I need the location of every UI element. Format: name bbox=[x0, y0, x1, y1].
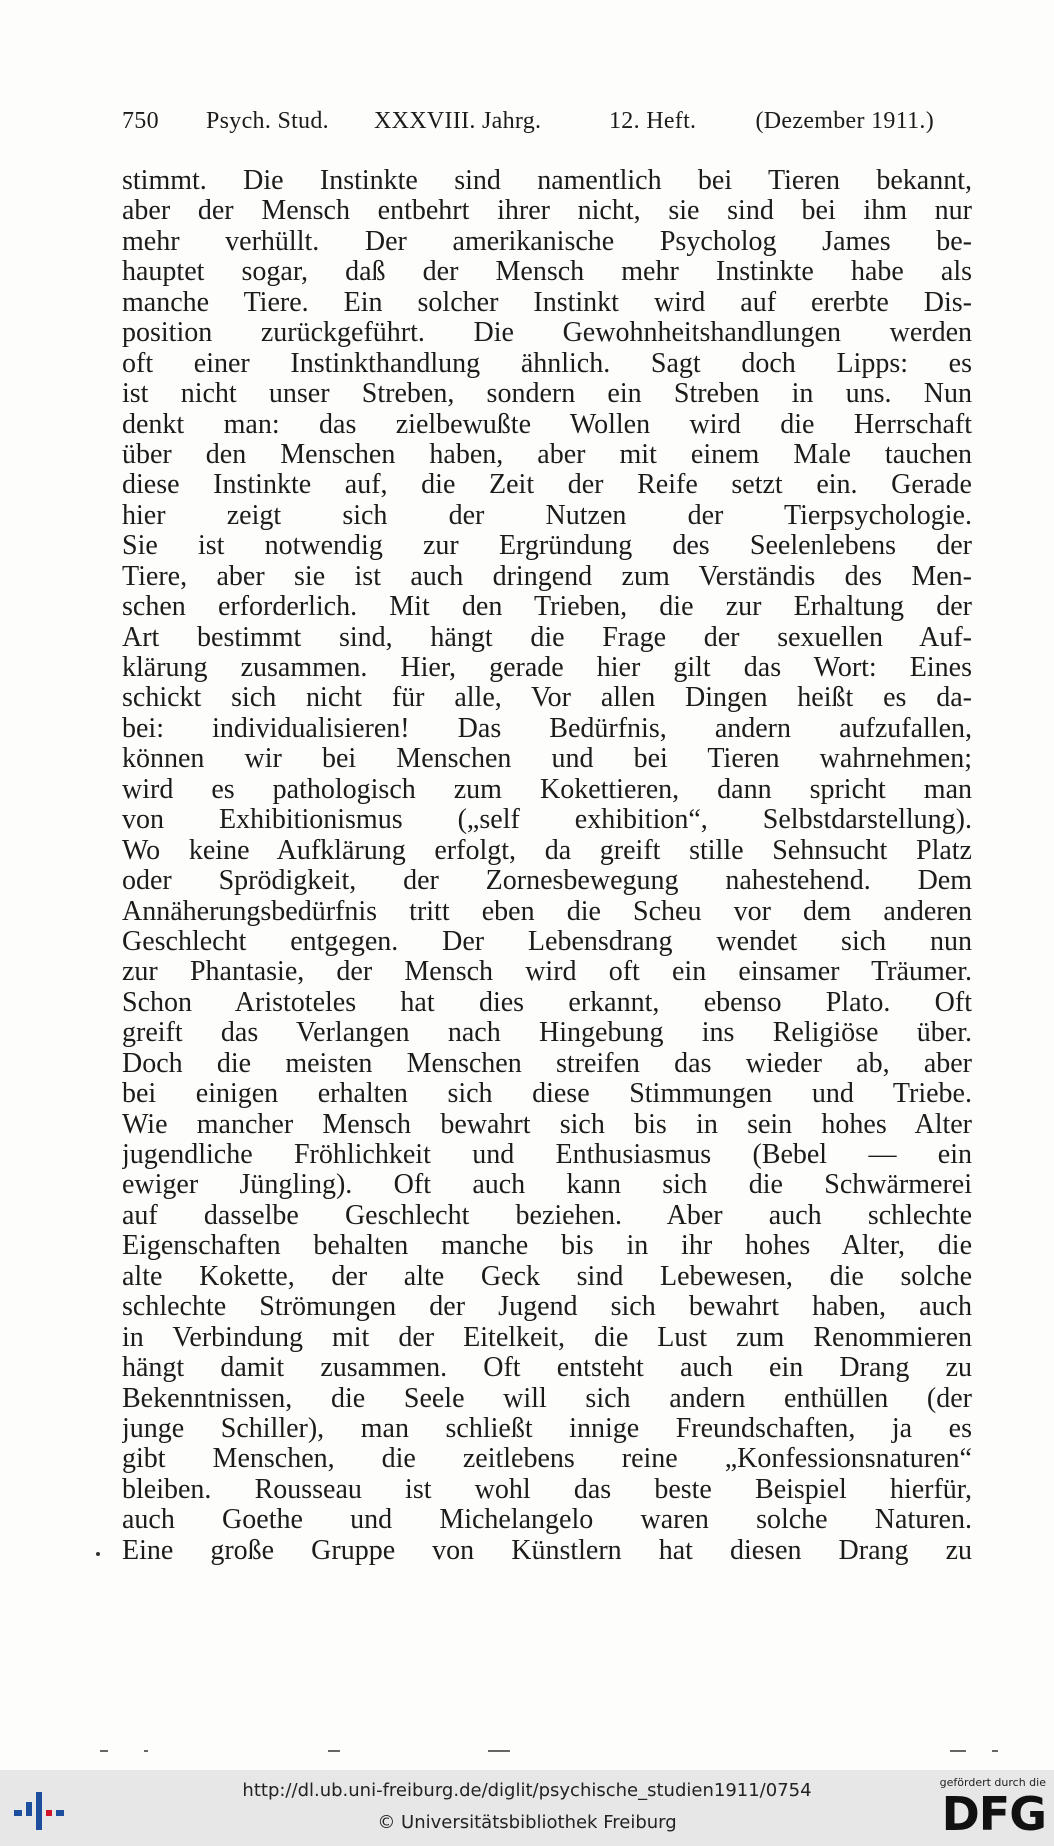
text-line: auf dasselbe Geschlecht beziehen. Aber auch schlechte bbox=[122, 1200, 972, 1231]
text-line: auch Goethe und Michelangelo waren solche Naturen. bbox=[122, 1505, 972, 1536]
text-line: hier zeigt sich der Nutzen der Tierpsychologie. bbox=[122, 500, 972, 531]
text-line: Schon Aristoteles hat dies erkannt, ebenso Plato. Oft bbox=[122, 987, 972, 1018]
text-line: schen erforderlich. Mit den Trieben, die zur Erhaltung der bbox=[122, 592, 972, 623]
text-line: junge Schiller), man schließt innige Freundschaften, ja es bbox=[122, 1413, 972, 1444]
text-line: wird es pathologisch zum Kokettieren, dann spricht man bbox=[122, 774, 972, 805]
text-line: manche Tiere. Ein solcher Instinkt wird auf ererbte Dis- bbox=[122, 287, 972, 318]
text-line: bei: individualisieren! Das Bedürfnis, andern aufzufallen, bbox=[122, 713, 972, 744]
text-line: jugendliche Fröhlichkeit und Enthusiasmus (Bebel — ein bbox=[122, 1140, 972, 1170]
viewer-footer bbox=[0, 1770, 1054, 1846]
text-line: über den Menschen haben, aber mit einem Male tauchen bbox=[122, 439, 972, 470]
text-line: Sie ist notwendig zur Ergründung des Seelenlebens der bbox=[122, 531, 972, 562]
text-line: Doch die meisten Menschen streifen das wieder ab, aber bbox=[122, 1048, 972, 1079]
text-line: in Verbindung mit der Eitelkeit, die Lust zum Renommieren bbox=[122, 1322, 972, 1353]
dfg-logo bbox=[934, 1776, 1046, 1842]
text-line: bleiben. Rousseau ist wohl das beste Beispiel hierfür, bbox=[122, 1474, 972, 1505]
text-line: zur Phantasie, der Mensch wird oft ein einsamer Träumer. bbox=[122, 957, 972, 988]
text-line: diese Instinkte auf, die Zeit der Reife setzt ein. Gerade bbox=[122, 470, 972, 501]
text-line: oder Sprödigkeit, der Zornesbewegung nahestehend. Dem bbox=[122, 866, 972, 897]
text-line: bei einigen erhalten sich diese Stimmungen und Triebe. bbox=[122, 1079, 972, 1110]
text-line: können wir bei Menschen und bei Tieren wahrnehmen; bbox=[122, 744, 972, 775]
text-line: schlechte Strömungen der Jugend sich bewahrt haben, auch bbox=[122, 1292, 972, 1323]
text-line: position zurückgeführt. Die Gewohnheitshandlungen werden bbox=[122, 318, 972, 349]
text-line: klärung zusammen. Hier, gerade hier gilt das Wort: Eines bbox=[122, 653, 972, 683]
text-line: mehr verhüllt. Der amerikanische Psycholog James be- bbox=[122, 226, 972, 257]
funding-caption: gefördert durch die bbox=[939, 1776, 1046, 1789]
copyright-notice: © Universitätsbibliothek Freiburg bbox=[377, 1812, 677, 1833]
text-line: alte Kokette, der alte Geck sind Lebewesen, die solche bbox=[122, 1261, 972, 1292]
permalink-url[interactable]: http://dl.ub.uni-freiburg.de/diglit/psychische_studien1911/0754 bbox=[242, 1780, 812, 1801]
text-line: hauptet sogar, daß der Mensch mehr Instinkte habe als bbox=[122, 257, 972, 288]
text-line: greift das Verlangen nach Hingebung ins Religiöse über. bbox=[122, 1018, 972, 1049]
text-line: gibt Menschen, die zeitlebens reine „Konfessionsnaturen“ bbox=[122, 1444, 972, 1475]
text-line: Geschlecht entgegen. Der Lebensdrang wendet sich nun bbox=[122, 926, 972, 957]
journal-abbreviation: Psych. Stud. bbox=[206, 108, 329, 134]
text-line: Annäherungsbedürfnis tritt eben die Scheu vor dem anderen bbox=[122, 896, 972, 927]
text-line: Eine große Gruppe von Künstlern hat diesen Drang zu bbox=[122, 1535, 972, 1566]
text-line: denkt man: das zielbewußte Wollen wird die Herrschaft bbox=[122, 409, 972, 440]
volume-label: XXXVIII. Jahrg. bbox=[374, 108, 542, 134]
text-line: Tiere, aber sie ist auch dringend zum Verständis des Men- bbox=[122, 561, 972, 592]
issue-date: (Dezember 1911.) bbox=[755, 108, 934, 134]
text-line: oft einer Instinkthandlung ähnlich. Sagt doch Lipps: es bbox=[122, 348, 972, 379]
text-line: Wie mancher Mensch bewahrt sich bis in sein hohes Alter bbox=[122, 1109, 972, 1140]
text-line: Art bestimmt sind, hängt die Frage der sexuellen Auf- bbox=[122, 622, 972, 653]
text-line: Bekenntnissen, die Seele will sich andern enthüllen (der bbox=[122, 1383, 972, 1414]
text-line: Wo keine Aufklärung erfolgt, da greift stille Sehnsucht Platz bbox=[122, 835, 972, 866]
issue-label: 12. Heft. bbox=[609, 108, 697, 134]
text-line: von Exhibitionismus („self exhibition“, Selbstdarstellung). bbox=[122, 805, 972, 836]
running-header bbox=[122, 108, 934, 144]
body-text bbox=[122, 166, 972, 1566]
text-line: ewiger Jüngling). Oft auch kann sich die Schwärmerei bbox=[122, 1170, 972, 1201]
text-line: Eigenschaften behalten manche bis in ihr hohes Alter, die bbox=[122, 1231, 972, 1262]
margin-mark bbox=[96, 1552, 100, 1556]
dfg-logo-text: DFG bbox=[941, 1787, 1046, 1841]
text-line: stimmt. Die Instinkte sind namentlich bei Tieren bekannt, bbox=[122, 166, 972, 196]
text-line: ist nicht unser Streben, sondern ein Streben in uns. Nun bbox=[122, 379, 972, 410]
text-line: aber der Mensch entbehrt ihrer nicht, sie sind bei ihm nur bbox=[122, 196, 972, 227]
page-number: 750 bbox=[122, 108, 159, 134]
scan-artifacts bbox=[100, 1746, 1020, 1756]
text-line: schickt sich nicht für alle, Vor allen Dingen heißt es da- bbox=[122, 683, 972, 714]
text-line: hängt damit zusammen. Oft entsteht auch ein Drang zu bbox=[122, 1353, 972, 1384]
